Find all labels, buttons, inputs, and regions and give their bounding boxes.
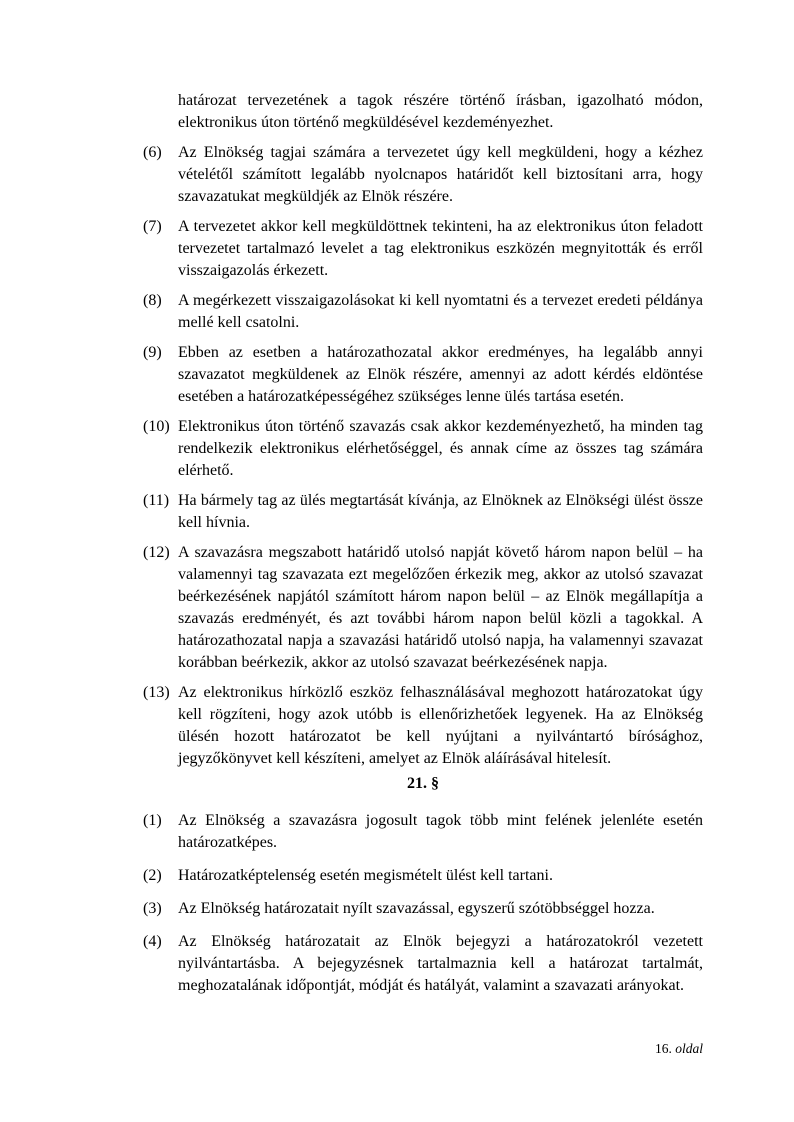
list-item-12 <box>143 542 703 674</box>
item-text: Az elektronikus hírközlő eszköz felhasználásával meghozott határozatokat úgy kell rögzíteni, hogy azok utóbb is ellenőrizhetőek legyenek. Ha az Elnökség ülésén hozott határozatot be kell nyújtani a nyilvántartó bírósághoz, jegyzőkönyvet kell készíteni, amelyet az Elnök aláírásával hitelesít. <box>178 684 703 767</box>
item-text: Az Elnökség tagjai számára a tervezetet úgy kell megküldeni, hogy a kézhez vételétől számított legalább nyolcnapos határidőt kell biztosítani arra, hogy szavazatukat megküldjék az Elnök részére. <box>178 144 703 205</box>
item-marker: (1) <box>143 812 162 829</box>
paragraph-continuation: határozat tervezetének a tagok részére történő írásban, igazolható módon, elektronikus úton történő megküldésével kezdeményezhet. <box>178 92 703 131</box>
item-text: A megérkezett visszaigazolásokat ki kell nyomtatni és a tervezet eredeti példánya mellé kell csatolni. <box>178 292 703 331</box>
list-item-1 <box>143 810 703 854</box>
item-text: A szavazásra megszabott határidő utolsó napját követő három napon belül – ha valamennyi tag szavazata ezt megelőzően érkezik meg, akkor az utolsó szavazat beérkezésének napjától számított három napon belül – az Elnök megállapítja a szavazás eredményét, és azt további három napon belül közli a tagokkal. A határozathozatal napja a szavazási határidő utolsó napja, ha valamennyi szavazat korábban beérkezik, akkor az utolsó szavazat beérkezésének napja. <box>178 544 703 671</box>
item-marker: (6) <box>143 144 162 161</box>
item-marker: (10) <box>143 418 170 435</box>
list-item-2 <box>143 865 703 887</box>
list-item-7 <box>143 216 703 282</box>
list-item-3 <box>143 898 703 920</box>
page-number: 16. <box>654 1041 672 1056</box>
item-marker: (11) <box>143 492 170 509</box>
item-marker: (9) <box>143 344 162 361</box>
list-item-8 <box>143 290 703 334</box>
list-item-6 <box>143 142 703 208</box>
item-text: Az Elnökség a szavazásra jogosult tagok több mint felének jelenléte esetén határozatképes. <box>178 812 703 851</box>
item-text: Határozatképtelenség esetén megismételt ülést kell tartani. <box>178 867 553 884</box>
item-marker: (13) <box>143 684 170 701</box>
item-marker: (7) <box>143 218 162 235</box>
item-text: Az Elnökség határozatait az Elnök bejegyzi a határozatokról vezetett nyilvántartásba. A bejegyzésnek tartalmaznia kell a határozat tartalmát, meghozatalának időpontját, módját és hatályát, valamint a szavazati arányokat. <box>178 933 703 994</box>
item-marker: (4) <box>143 933 162 950</box>
list-item-4 <box>143 931 703 997</box>
page-footer-label: oldal <box>675 1041 703 1056</box>
item-text: Az Elnökség határozatait nyílt szavazással, egyszerű szótöbbséggel hozza. <box>178 900 655 917</box>
list-item-9 <box>143 342 703 408</box>
list-item-11 <box>143 490 703 534</box>
item-marker: (12) <box>143 544 170 561</box>
section-heading: 21. § <box>407 775 439 792</box>
item-marker: (3) <box>143 900 162 917</box>
item-marker: (8) <box>143 292 162 309</box>
item-text: Ebben az esetben a határozathozatal akkor eredményes, ha legalább annyi szavazatot megküldenek az Elnök részére, amennyi az adott kérdés eldöntése esetében a határozatképességéhez szükséges lenne ülés tartása esetén. <box>178 344 703 405</box>
item-marker: (2) <box>143 867 162 884</box>
item-text: Elektronikus úton történő szavazás csak akkor kezdeményezhető, ha minden tag rendelkezik elektronikus elérhetőséggel, és annak címe az összes tag számára elérhető. <box>178 418 703 479</box>
item-text: A tervezetet akkor kell megküldöttnek tekinteni, ha az elektronikus úton feladott tervezetet tartalmazó levelet a tag elektronikus eszközén megnyitották és erről visszaigazolás érkezett. <box>178 218 703 279</box>
item-text: Ha bármely tag az ülés megtartását kívánja, az Elnöknek az Elnökségi ülést össze kell hívnia. <box>178 492 703 531</box>
list-item-13 <box>143 682 703 770</box>
list-item-10 <box>143 416 703 482</box>
page-footer <box>655 1041 703 1057</box>
